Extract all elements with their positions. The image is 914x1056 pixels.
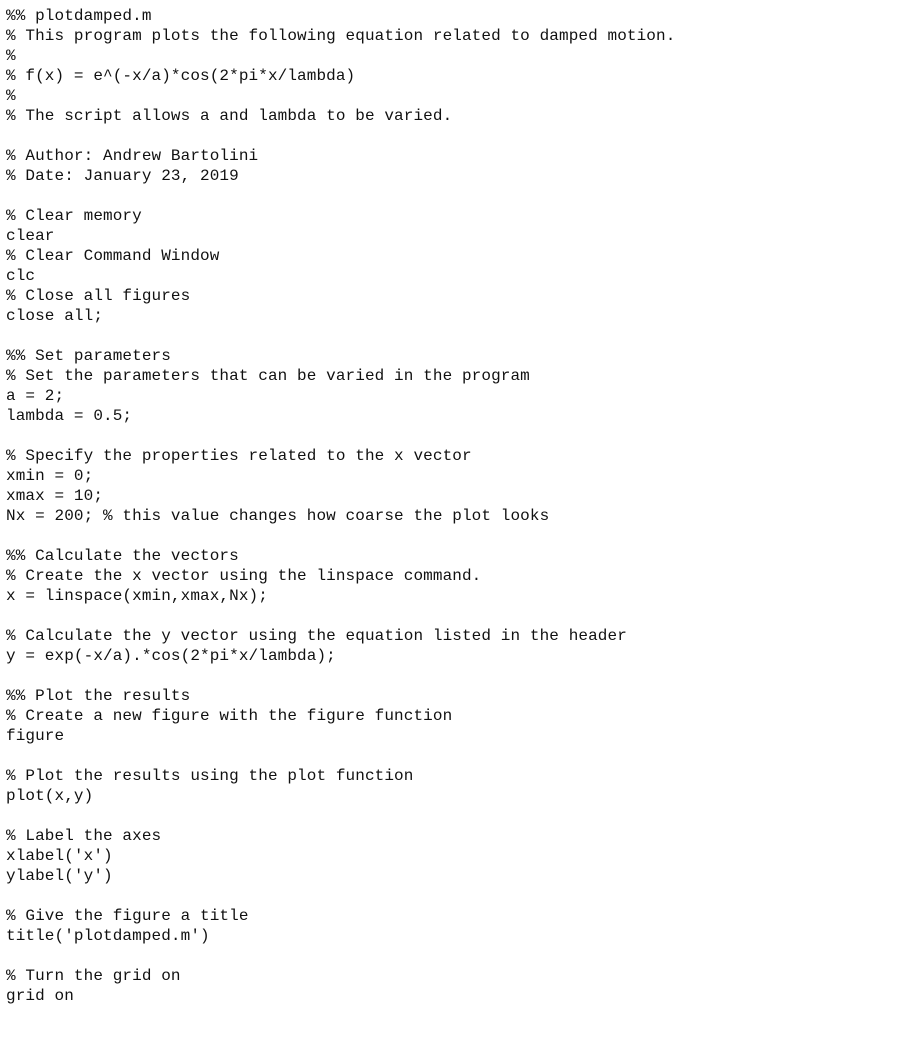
code-line: grid on (6, 987, 74, 1005)
code-line: % Label the axes (6, 827, 162, 845)
code-line: % Date: January 23, 2019 (6, 167, 239, 185)
code-line: % This program plots the following equation related to damped motion. (6, 27, 676, 45)
code-line: % Create the x vector using the linspace command. (6, 567, 482, 585)
code-line: % Close all figures (6, 287, 191, 305)
code-line: % Set the parameters that can be varied in the program (6, 367, 530, 385)
code-line: a = 2; (6, 387, 65, 405)
code-line: % (6, 87, 16, 105)
code-listing (6, 6, 675, 1006)
code-line (6, 426, 675, 446)
code-line (6, 606, 675, 626)
code-line (6, 886, 675, 906)
code-line (6, 526, 675, 546)
code-line: % Create a new figure with the figure function (6, 707, 453, 725)
code-line: % Turn the grid on (6, 967, 181, 985)
code-line (6, 326, 675, 346)
code-line: % Plot the results using the plot function (6, 767, 414, 785)
code-line (6, 946, 675, 966)
code-line: % Calculate the y vector using the equation listed in the header (6, 627, 627, 645)
code-line: title('plotdamped.m') (6, 927, 210, 945)
code-line (6, 666, 675, 686)
code-line: clc (6, 267, 36, 285)
code-line: % (6, 47, 16, 65)
code-line: y = exp(-x/a).*cos(2*pi*x/lambda); (6, 647, 336, 665)
code-line: xmax = 10; (6, 487, 104, 505)
code-line: ylabel('y') (6, 867, 113, 885)
code-line: %% Calculate the vectors (6, 547, 239, 565)
code-line: % Clear memory (6, 207, 142, 225)
code-line: lambda = 0.5; (6, 407, 133, 425)
code-line: %% Set parameters (6, 347, 171, 365)
code-line (6, 806, 675, 826)
code-line: clear (6, 227, 55, 245)
code-line: % f(x) = e^(-x/a)*cos(2*pi*x/lambda) (6, 67, 356, 85)
code-line (6, 746, 675, 766)
code-line: x = linspace(xmin,xmax,Nx); (6, 587, 268, 605)
code-line (6, 186, 675, 206)
code-line: %% plotdamped.m (6, 7, 152, 25)
code-line: plot(x,y) (6, 787, 94, 805)
code-line: % Specify the properties related to the x vector (6, 447, 472, 465)
code-line: % Author: Andrew Bartolini (6, 147, 259, 165)
code-line: %% Plot the results (6, 687, 191, 705)
code-line: xmin = 0; (6, 467, 94, 485)
code-line: % Clear Command Window (6, 247, 220, 265)
code-line: figure (6, 727, 65, 745)
code-line: xlabel('x') (6, 847, 113, 865)
code-line: % Give the figure a title (6, 907, 249, 925)
code-line: close all; (6, 307, 104, 325)
code-line: % The script allows a and lambda to be varied. (6, 107, 453, 125)
code-line (6, 126, 675, 146)
code-line: Nx = 200; % this value changes how coarse the plot looks (6, 507, 550, 525)
